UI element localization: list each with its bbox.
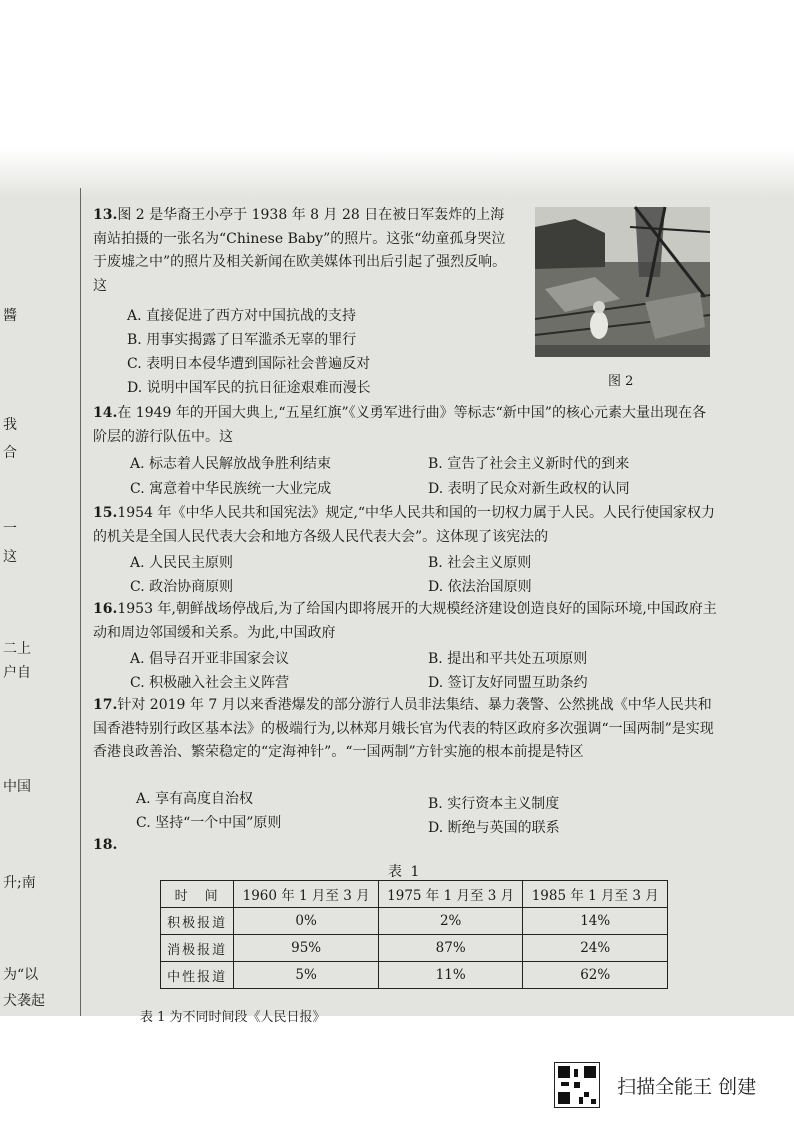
option-c: C. 寓意着中华民族统一大业完成 — [130, 481, 332, 497]
option-d: D. 断绝与英国的联系 — [428, 820, 560, 836]
question-number: 17. — [93, 697, 118, 713]
header-cell: 1975 年 1 月至 3 月 — [378, 881, 523, 908]
figure-2-photo — [535, 207, 710, 357]
question-number: 14. — [93, 405, 118, 421]
news-report-table — [160, 880, 668, 989]
left-fragment: 中国 — [3, 779, 31, 795]
photo-illustration — [535, 207, 710, 357]
question-number: 15. — [93, 505, 118, 521]
table-row — [161, 908, 668, 935]
question-stem: 1954 年《中华人民共和国宪法》规定,“中华人民共和国的一切权力属于人民。人民行使国家权力的机关是全国人民代表大会和地方各级人民代表大会”。这体现了该宪法的 — [93, 505, 716, 545]
header-cell: 1960 年 1 月至 3 月 — [234, 881, 379, 908]
table-cell: 2% — [378, 908, 523, 935]
option-b: B. 社会主义原则 — [428, 555, 532, 571]
question-17 — [93, 694, 725, 765]
table-cell: 0% — [234, 908, 379, 935]
left-fragment: 合 — [3, 445, 17, 461]
row-label: 积极报道 — [161, 908, 234, 935]
option-a: A. 倡导召开亚非国家会议 — [130, 651, 290, 667]
question-stem: 在 1949 年的开国大典上,“五星红旗”《义勇军进行曲》等标志“新中国”的核心元素大量出现在各阶层的游行队伍中。这 — [93, 405, 706, 445]
option-c: C. 政治协商原则 — [130, 579, 234, 595]
table-cell: 5% — [234, 962, 379, 989]
table-row — [161, 935, 668, 962]
left-fragment: 醬 — [3, 308, 17, 324]
option-b: B. 宣告了社会主义新时代的到来 — [428, 456, 630, 472]
watermark-text: 扫描全能王 创建 — [617, 1075, 757, 1098]
table-cell: 95% — [234, 935, 379, 962]
option-b: B. 用事实揭露了日军滥杀无辜的罪行 — [127, 332, 357, 348]
header-cell: 时 间 — [161, 881, 234, 908]
figure-caption: 图 2 — [608, 374, 634, 389]
left-fragment: 犬袭起 — [3, 993, 45, 1009]
left-column-fragment — [0, 188, 81, 1016]
question-15 — [93, 502, 725, 549]
option-d: D. 依法治国原则 — [428, 579, 532, 595]
question-stem: 1953 年,朝鲜战场停战后,为了给国内即将展开的大规模经济建设创造良好的国际环境,中国政府主动和周边邻国缓和关系。为此,中国政府 — [93, 601, 717, 641]
scanned-page — [0, 148, 794, 1025]
option-d: D. 表明了民众对新生政权的认同 — [428, 481, 630, 497]
table-cell: 62% — [523, 962, 668, 989]
option-c: C. 表明日本侵华遭到国际社会普遍反对 — [127, 356, 371, 372]
option-a: A. 享有高度自治权 — [136, 791, 254, 807]
option-a: A. 人民民主原则 — [130, 555, 234, 571]
option-c: C. 积极融入社会主义阵营 — [130, 675, 290, 691]
option-d: D. 说明中国军民的抗日征途艰难而漫长 — [127, 380, 371, 396]
question-number: 16. — [93, 601, 118, 617]
question-14 — [93, 402, 715, 449]
left-fragment: 我 — [3, 417, 17, 433]
scanner-watermark — [554, 1062, 756, 1108]
left-fragment: 这 — [3, 549, 17, 565]
option-b: B. 实行资本主义制度 — [428, 796, 560, 812]
table-row — [161, 962, 668, 989]
row-label: 消极报道 — [161, 935, 234, 962]
page-fold-shadow — [0, 148, 794, 198]
left-fragment: 二上 — [3, 641, 31, 657]
table-caption: 表 1 — [388, 864, 422, 880]
cut-off-text: 表 1 为不同时间段《人民日报》 — [140, 1010, 326, 1025]
qr-code-icon — [554, 1062, 600, 1108]
option-a: A. 标志着人民解放战争胜利结束 — [130, 456, 332, 472]
table-cell: 24% — [523, 935, 668, 962]
table-cell: 87% — [378, 935, 523, 962]
table-header-row — [161, 881, 668, 908]
left-fragment: 户自 — [3, 665, 31, 681]
question-16 — [93, 598, 725, 645]
table-cell: 14% — [523, 908, 668, 935]
table-cell: 11% — [378, 962, 523, 989]
row-label: 中性报道 — [161, 962, 234, 989]
question-stem: 图 2 是华裔王小亭于 1938 年 8 月 28 日在被日军轰炸的上海南站拍摄的一张名为“Chinese Baby”的照片。这张“幼童孤身哭泣于废墟之中”的照片及相关新闻在欧美媒体刊出后引起了强烈反响。这 — [93, 207, 507, 294]
left-fragment: 为“以 — [3, 967, 39, 983]
option-d: D. 签订友好同盟互助条约 — [428, 675, 588, 691]
question-18-number: 18. — [93, 837, 118, 853]
option-c: C. 坚持“一个中国”原则 — [136, 815, 282, 831]
question-13 — [93, 204, 518, 298]
option-a: A. 直接促进了西方对中国抗战的支持 — [127, 308, 357, 324]
option-b: B. 提出和平共处五项原则 — [428, 651, 588, 667]
question-stem: 针对 2019 年 7 月以来香港爆发的部分游行人员非法集结、暴力袭警、公然挑战《中华人民共和国香港特别行政区基本法》的极端行为,以林郑月娥长官为代表的特区政府多次强调“一国两制”是实现香港良政善治、繁荣稳定的“定海神针”。“一国两制”方针实施的根本前提是特区 — [93, 697, 714, 760]
question-number: 13. — [93, 207, 118, 223]
left-fragment: 一 — [3, 521, 17, 537]
header-cell: 1985 年 1 月至 3 月 — [523, 881, 668, 908]
left-fragment: 升;南 — [3, 875, 36, 891]
